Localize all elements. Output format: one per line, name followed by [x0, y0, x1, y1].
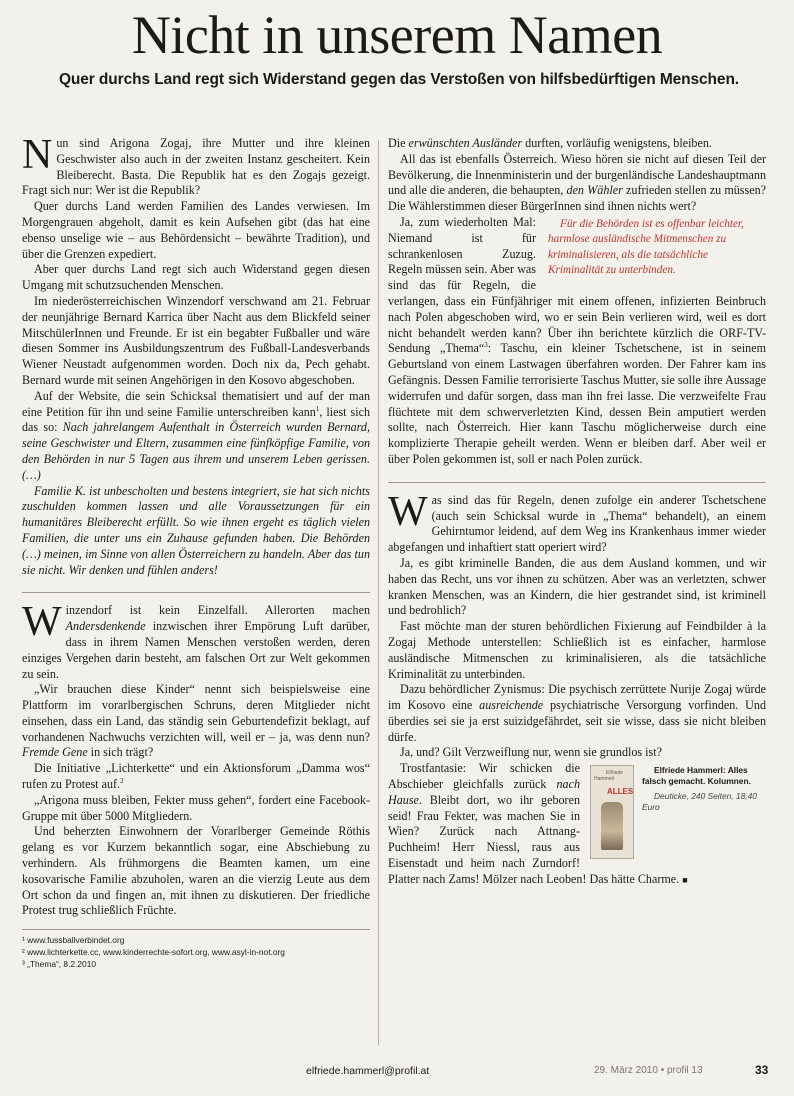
paragraph-r1: Die erwünschten Ausländer durften, vorläufig wenigstens, bleiben.	[388, 136, 712, 150]
paragraph-6: Familie K. ist unbescholten und bestens integriert, sie hat sich nichts zuschulden kommen lassen und alle Voraussetzungen für ein humanitäres Bleiberecht erfüllt. So wie ihnen ergeht es täglich vielen Familien, die unter uns ein Zuhause gefunden haben. Die Behörden (…) meinen, im Sinne von allen Österreichern zu handeln. Aber das tun sie nicht. Wir denken und fühlen anders!	[22, 483, 370, 577]
paragraph-5: Auf der Website, die sein Schicksal thematisiert und auf der man eine Petition für ihn und seine Familie unterschreiben kann$^1$, liest sich das so: Nach jahrelangem Aufenthalt in Österreich wurden Bernard, seine Geschwister und Eltern, zusammen eine fünfköpfige Familie, von den Behörden in nur 5 Tagen aus ihrem und unserem Leben gerissen. (…)	[22, 388, 370, 482]
paragraph-2: Quer durchs Land werden Familien des Landes verwiesen. Im Morgengrauen abgeholt, damit es kein Aufsehen gibt (das hat eine ebenso unselige wie – aus Behördensicht – bewährte Tradition), und über die Grenzen expediert.	[22, 199, 370, 261]
section-divider	[22, 592, 370, 593]
page-footer	[0, 1062, 794, 1082]
footnote: ¹ www.fussballverbindet.org	[22, 935, 125, 946]
book-cover-image	[590, 765, 634, 859]
page-number: 33	[755, 1063, 769, 1077]
paragraph-1: Nun sind Arigona Zogaj, ihre Mutter und ihre kleinen Geschwister also auch in der zweiten Instanz gescheitert. Kein Bleiberecht. Basta. Die Republik hat es den Zogajs gezeigt. Fragt sich nur: Wer ist die Republik?	[22, 132, 370, 198]
book-box	[590, 765, 766, 859]
book-cover-author: Elfriede Hammerl	[594, 770, 623, 783]
paragraph-8: „Wir brauchen diese Kinder“ nennt sich beispielsweise eine Plattform im vorarlbergischen Schruns, deren Mitglieder nicht einsehen, dass ein Land, das ständig sein Geburtendefizit beklagt, auf vorhandenen Nachwuchs verzichten will, weil er – ja, was denn nun? Fremde Gene in sich trägt?	[22, 682, 370, 760]
paragraph-r4: Was sind das für Regeln, denen zufolge ein anderer Tschetschene (auch sein Schicksal wurde in „Thema“ behandelt), an einem Gehirntumor leidend, auf dem Weg ins Krankenhaus immer wieder abgefangen und inhaftiert statt operiert wird?	[388, 488, 766, 555]
issue-date: 29. März 2010 • profil 13	[594, 1065, 703, 1076]
footnote: ² www.lichterkette.cc, www.kinderrechte-sofort.org, www.asyl-in-not.org	[22, 947, 285, 958]
paragraph-10: „Arigona muss bleiben, Fekter muss gehen“, fordert eine Facebook-Gruppe mit über 5000 Mitgliedern.	[22, 792, 370, 823]
book-title: Elfriede Hammerl: Alles falsch gemacht. Kolumnen.	[642, 765, 751, 787]
drop-cap: W	[22, 599, 62, 646]
paragraph-3: Aber quer durchs Land regt sich auch Widerstand gegen diesen Umgang mit schutzsuchenden Menschen.	[22, 262, 370, 293]
paragraph-r3: Für die Behörden ist es offenbar leichter, harmlose ausländische Mitmenschen zu kriminalisieren, als die tatsächliche Kriminalität zu unterbinden. Ja, zum wiederholten Mal: Niemand ist für schrankenlosen Zuzug. Regeln müssen sein. Aber was sind das für Regeln, die verlangen, dass ein Fünfjähriger mit einem offenen, infizierten Beinbruch nach Polen abgeschoben wird, wo er sein Bein verlieren wird, weil es dort nicht behandelt werden kann? Über ihn berichtete kürzlich die ORF-TV-Sendung „Thema“$^3$: Taschu, ein kleiner Tschetschene, ist in seinem Geburtsland von einem Lastwagen überfahren worden. Der Fahrer kam ins Gefängnis. Dessen Familie terrorisierte Taschus Mutter, sie solle ihre Aussage widerrufen und dafür sorgen, dass man ihn frei lasse. Die verzweifelte Frau flüchtete mit dem schwerverletzten Kind, dessen Bein amputiert werden sollte, nach Österreich. Hier kann Taschu möglicherweise durch eine komplizierte Therapie geheilt werden. Wenn er bleiben darf. Aber weil er über Polen gekommen ist, soll er nach Polen zurück.	[388, 214, 766, 466]
paragraph-4: Im niederösterreichischen Winzendorf verschwand am 21. Februar der neunjährige Bernard Karrica über Nacht aus dem Blickfeld seiner MitschülerInnen und Freunde. Er ist ein begabter Fußballer und wäre diesen Sommer ins Ausbildungszentrum des Fußball-Landesverbands Wiener Neustadt aufgenommen worden. Doch nix da, Pech gehabt. Bernard wurde mit seinen Angehörigen in den Kosovo abgeschoben.	[22, 293, 370, 387]
paragraph-9: Die Initiative „Lichterkette“ und ein Aktionsforum „Damma wos“ rufen zu Protest auf.$^2$	[22, 761, 370, 792]
section-divider	[388, 482, 766, 483]
drop-cap: N	[22, 132, 53, 178]
author-email: elfriede.hammerl@profil.at	[306, 1065, 430, 1077]
cover-figure	[601, 802, 623, 850]
pull-quote: Für die Behörden ist es offenbar leichter, harmlose ausländische Mitmenschen zu kriminalisieren, als die tatsächliche Kriminalität zu unterbinden.	[548, 217, 744, 277]
paragraph-r5: Ja, es gibt kriminelle Banden, die aus dem Ausland kommen, und wir haben das Recht, uns vor ihnen zu schützen. Aber was an verletzten, schwer kranken Menschen, was an Kindern, die hier gestrandet sind, ist kriminell und bedrohlich?	[388, 555, 766, 618]
footnote: ³ „Thema“, 8.2.2010	[22, 959, 97, 970]
column-divider	[378, 140, 379, 1045]
end-mark: ■	[682, 874, 688, 885]
paragraph-7: Winzendorf ist kein Einzelfall. Allerorten machen Andersdenkende inzwischen ihrer Empörung Luft darüber, dass in ihrem Namen Menschen verstoßen werden, deren einziges Vergehen darin besteht, am falschen Ort zur Welt gekommen zu sein.	[22, 599, 370, 681]
paragraph-r9: Elfriede Hammerl ALLES Elfriede Hammerl: Alles falsch gemacht. Kolumnen. Deuticke, 240 Seiten, 18,40 Euro Trostfantasie: Wir schicken die Abschieber gleichfalls zurück nach Hause. Bleibt dort, wo ihr geboren seid! Frau Fekter, was machen Sie in Wien? Zurück nach Attnang-Puchheim! Herr Niessl, raus aus Eisenstadt und heim nach Zurndorf! Platter nach Zams! Mölzer nach Leoben! Das hätte Charme. ■	[388, 761, 766, 888]
paragraph-r7: Dazu behördlicher Zynismus: Die psychisch zerrüttete Nurije Zogaj würde im Kosovo eine ausreichende psychiatrische Versorgung vorfinden. Und überdies sei sie ja erst suizidgefährdet, seit sie wisse, dass sie nicht bleiben dürfe.	[388, 682, 766, 744]
paragraph-r8: Ja, und? Gilt Verzweiflung nur, wenn sie grundlos ist?	[400, 745, 662, 760]
page-title: Nicht in unserem Namen	[131, 5, 663, 65]
book-cover-title: ALLES	[607, 787, 634, 797]
book-info	[642, 765, 766, 859]
footnotes	[22, 929, 370, 970]
drop-cap: W	[388, 488, 428, 535]
right-column	[388, 136, 766, 889]
paragraph-r6: Fast möchte man der sturen behördlichen Fixierung auf Feindbilder à la Zogaj Methode unterstellen: Schließlich ist es einfacher, harmlose ausländische Mitmenschen zu kriminalisieren, als die tatsächliche Kriminalität zu unterbinden.	[388, 619, 766, 681]
subtitle: Quer durchs Land regt sich Widerstand gegen das Verstoßen von hilfsbedürftigen Menschen.	[58, 71, 740, 88]
left-column	[22, 132, 370, 970]
book-details: Deuticke, 240 Seiten, 18,40 Euro	[642, 791, 757, 813]
paragraph-11: Und beherzten Einwohnern der Vorarlberger Gemeinde Röthis gelang es vor Kurzem bekanntlich sogar, eine Abschiebung zu verhindern. Als frühmorgens die Beamten kamen, um eine kosovarische Familie abzuholen, waren an die vierzig Leute aus dem Ort schon da und fingen an, mit ihnen zu diskutieren. Der friedliche Protest trug schließlich Früchte.	[22, 824, 370, 918]
paragraph-r2: All das ist ebenfalls Österreich. Wieso hören sie nicht auf diesen Teil der Bevölkerung, die Innenministerin und der burgenländische Landeshauptmann und alle die anderen, die behaupten, den Wähler zufrieden stellen zu müssen? Die Wählerstimmen dieser BürgerInnen sind ihnen nichts wert?	[388, 151, 766, 214]
